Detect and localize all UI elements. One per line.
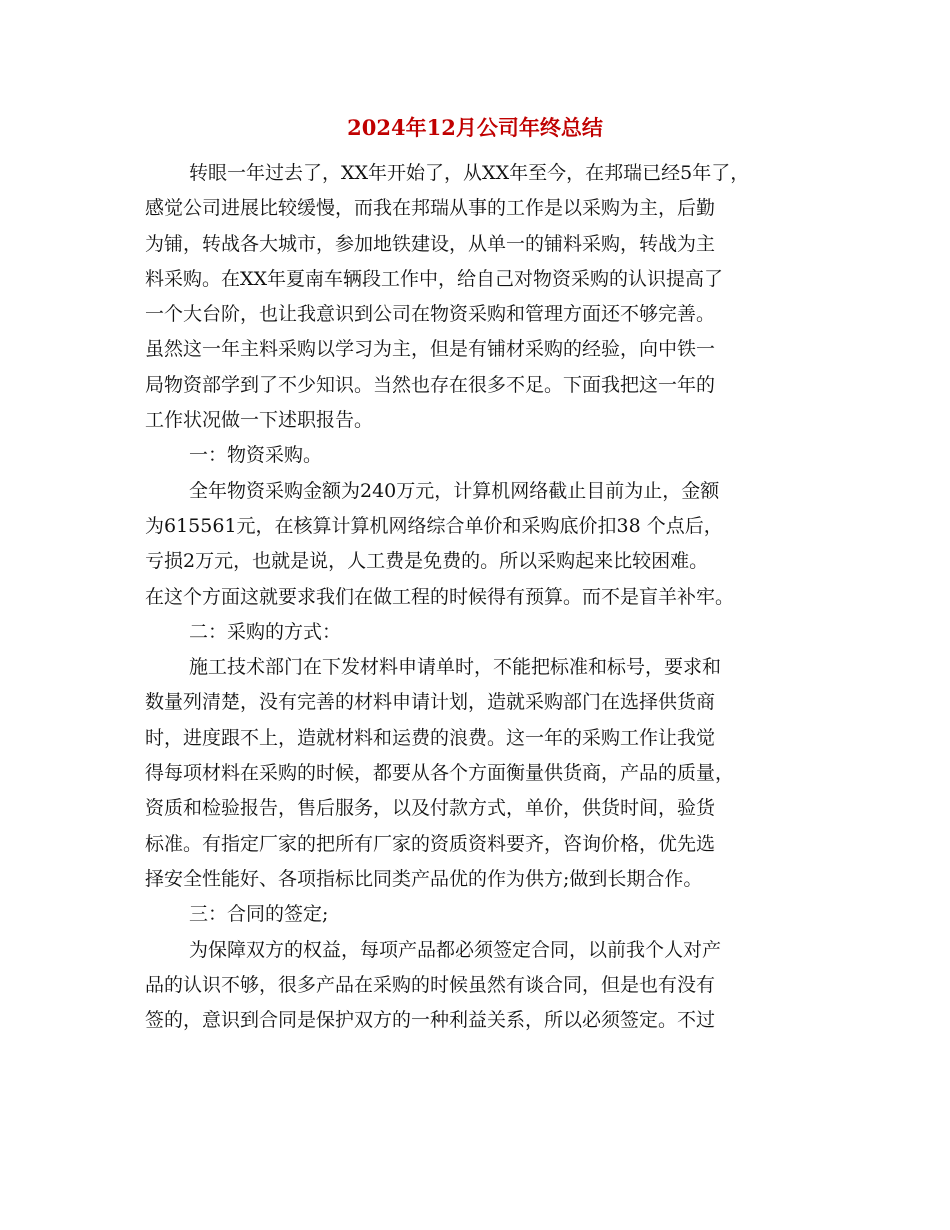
paragraph-line: 感觉公司进展比较缓慢，而我在邦瑞从事的工作是以采购为主，后勤 bbox=[145, 197, 716, 220]
paragraph-line: 签的，意识到合同是保护双方的一种利益关系，所以必须签定。不过 bbox=[145, 1009, 716, 1032]
paragraph-line: 为保障双方的权益，每项产品都必须签定合同，以前我个人对产 bbox=[189, 938, 722, 961]
section-heading: 二：采购的方式： bbox=[189, 620, 342, 643]
paragraph-line: 局物资部学到了不少知识。当然也存在很多不足。下面我把这一年的 bbox=[145, 373, 716, 396]
section-heading: 一：物资采购。 bbox=[189, 444, 323, 467]
paragraph-line: 在这个方面这就要求我们在做工程的时候得有预算。而不是盲羊补牢。 bbox=[145, 585, 735, 608]
paragraph-line: 品的认识不够，很多产品在采购的时候虽然有谈合同，但是也有没有 bbox=[145, 973, 716, 996]
paragraph-line: 时，进度跟不上，造就材料和运费的浪费。这一年的采购工作让我觉 bbox=[145, 726, 716, 749]
paragraph-line: 择安全性能好、各项指标比同类产品优的作为供方;做到长期合作。 bbox=[145, 867, 703, 890]
paragraph-line: 亏损2万元，也就是说，人工费是免费的。所以采购起来比较困难。 bbox=[145, 550, 709, 573]
document-body bbox=[145, 156, 825, 1038]
paragraph-line: 工作状况做一下述职报告。 bbox=[145, 409, 374, 432]
paragraph-line: 数量列清楚，没有完善的材料申请计划，造就采购部门在选择供货商 bbox=[145, 691, 716, 714]
paragraph-line: 全年物资采购金额为240万元，计算机网络截止目前为止，金额 bbox=[189, 479, 720, 502]
paragraph-line: 为铺，转战各大城市，参加地铁建设，从单一的铺料采购，转战为主 bbox=[145, 232, 716, 255]
paragraph-line: 虽然这一年主料采购以学习为主，但是有铺材采购的经验，向中铁一 bbox=[145, 338, 716, 361]
paragraph-line: 一个大台阶，也让我意识到公司在物资采购和管理方面还不够完善。 bbox=[145, 303, 716, 326]
paragraph-line: 为615561元，在核算计算机网络综合单价和采购底价扣38 个点后， bbox=[145, 514, 723, 537]
paragraph-line: 施工技术部门在下发材料申请单时，不能把标准和标号，要求和 bbox=[189, 656, 722, 679]
paragraph-line: 料采购。在XX年夏南车辆段工作中，给自己对物资采购的认识提高了 bbox=[145, 267, 724, 290]
document-title: 2024年12月公司年终总结 bbox=[347, 115, 603, 140]
paragraph-line: 得每项材料在采购的时候，都要从各个方面衡量供货商，产品的质量， bbox=[145, 762, 735, 785]
paragraph-line: 标准。有指定厂家的把所有厂家的资质资料要齐，咨询价格，优先选 bbox=[145, 832, 716, 855]
paragraph-line: 转眼一年过去了，XX年开始了，从XX年至今，在邦瑞已经5年了， bbox=[189, 162, 750, 184]
paragraph-line: 资质和检验报告，售后服务，以及付款方式，单价，供货时间，验货 bbox=[145, 797, 716, 820]
section-heading: 三：合同的签定; bbox=[189, 903, 329, 926]
